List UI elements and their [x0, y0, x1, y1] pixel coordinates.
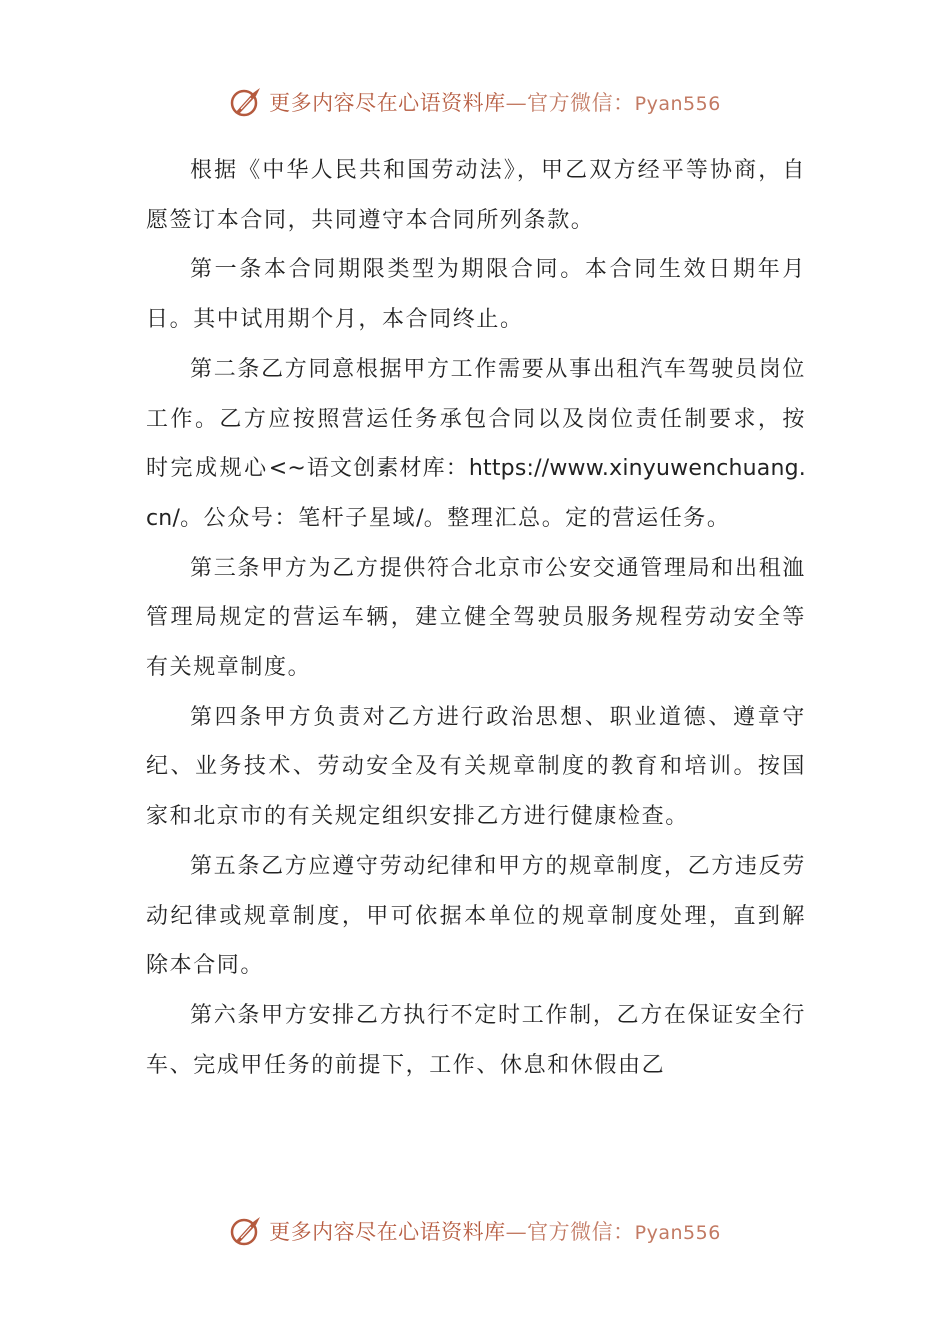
footer-wechat-id: Pyan556	[634, 1222, 721, 1244]
footer-wechat-label: 官方微信：	[527, 1220, 635, 1244]
quill-logo-icon	[229, 1214, 263, 1248]
paragraph-article-6: 第六条甲方安排乙方执行不定时工作制，乙方在保证安全行车、完成甲任务的前提下，工作、休息和休假由乙	[146, 1002, 806, 1078]
header-wechat-id: Pyan556	[634, 93, 721, 115]
footer-dash: —	[505, 1220, 528, 1244]
article-2-slash: /	[416, 505, 424, 531]
paragraph-article-1: 第一条本合同期限类型为期限合同。本合同生效日期年月日。其中试用期个月，本合同终止。	[146, 257, 806, 333]
quill-logo-icon	[229, 85, 263, 119]
paragraph-article-2	[146, 345, 806, 544]
header-dash: —	[505, 91, 528, 115]
article-2-text-end: 。整理汇总。定的营运任务。	[423, 505, 731, 531]
header-banner	[0, 82, 950, 122]
article-2-text-middle: 。公众号：笔杆子星域	[180, 505, 417, 531]
header-banner-text	[269, 87, 721, 117]
paragraph-article-4: 第四条甲方负责对乙方进行政治思想、职业道德、遵章守纪、业务技术、劳动安全及有关规章制度的教育和培训。按国家和北京市的有关规定组织安排乙方进行健康检查。	[146, 704, 806, 830]
paragraph-intro: 根据《中华人民共和国劳动法》，甲乙双方经平等协商，自愿签订本合同，共同遵守本合同所列条款。	[146, 158, 806, 233]
header-site-text: 更多内容尽在心语资料库	[269, 91, 506, 115]
paragraph-article-3: 第三条甲方为乙方提供符合北京市公安交通管理局和出租洫管理局规定的营运车辆，建立健全驾驶员服务规程劳动安全等有关规章制度。	[146, 555, 806, 681]
paragraph-article-5: 第五条乙方应遵守劳动纪律和甲方的规章制度，乙方违反劳动纪律或规章制度，甲可依据本单位的规章制度处理，直到解除本合同。	[146, 853, 806, 979]
header-wechat-label: 官方微信：	[527, 91, 635, 115]
footer-site-text: 更多内容尽在心语资料库	[269, 1220, 506, 1244]
article-2-link-text: <~语文创素材库：https://www.xinyuwenchuang.cn/	[146, 456, 806, 531]
footer-banner	[0, 1211, 950, 1251]
footer-banner-text	[269, 1216, 721, 1246]
article-2-text-start: 第二条乙方同意根据甲方工作需要从事出租汽车驾驶员岗位工作。乙方应按照营运任务承包合同以及岗位责任制要求，按时完成规心	[146, 356, 806, 482]
document-body	[146, 146, 806, 1090]
